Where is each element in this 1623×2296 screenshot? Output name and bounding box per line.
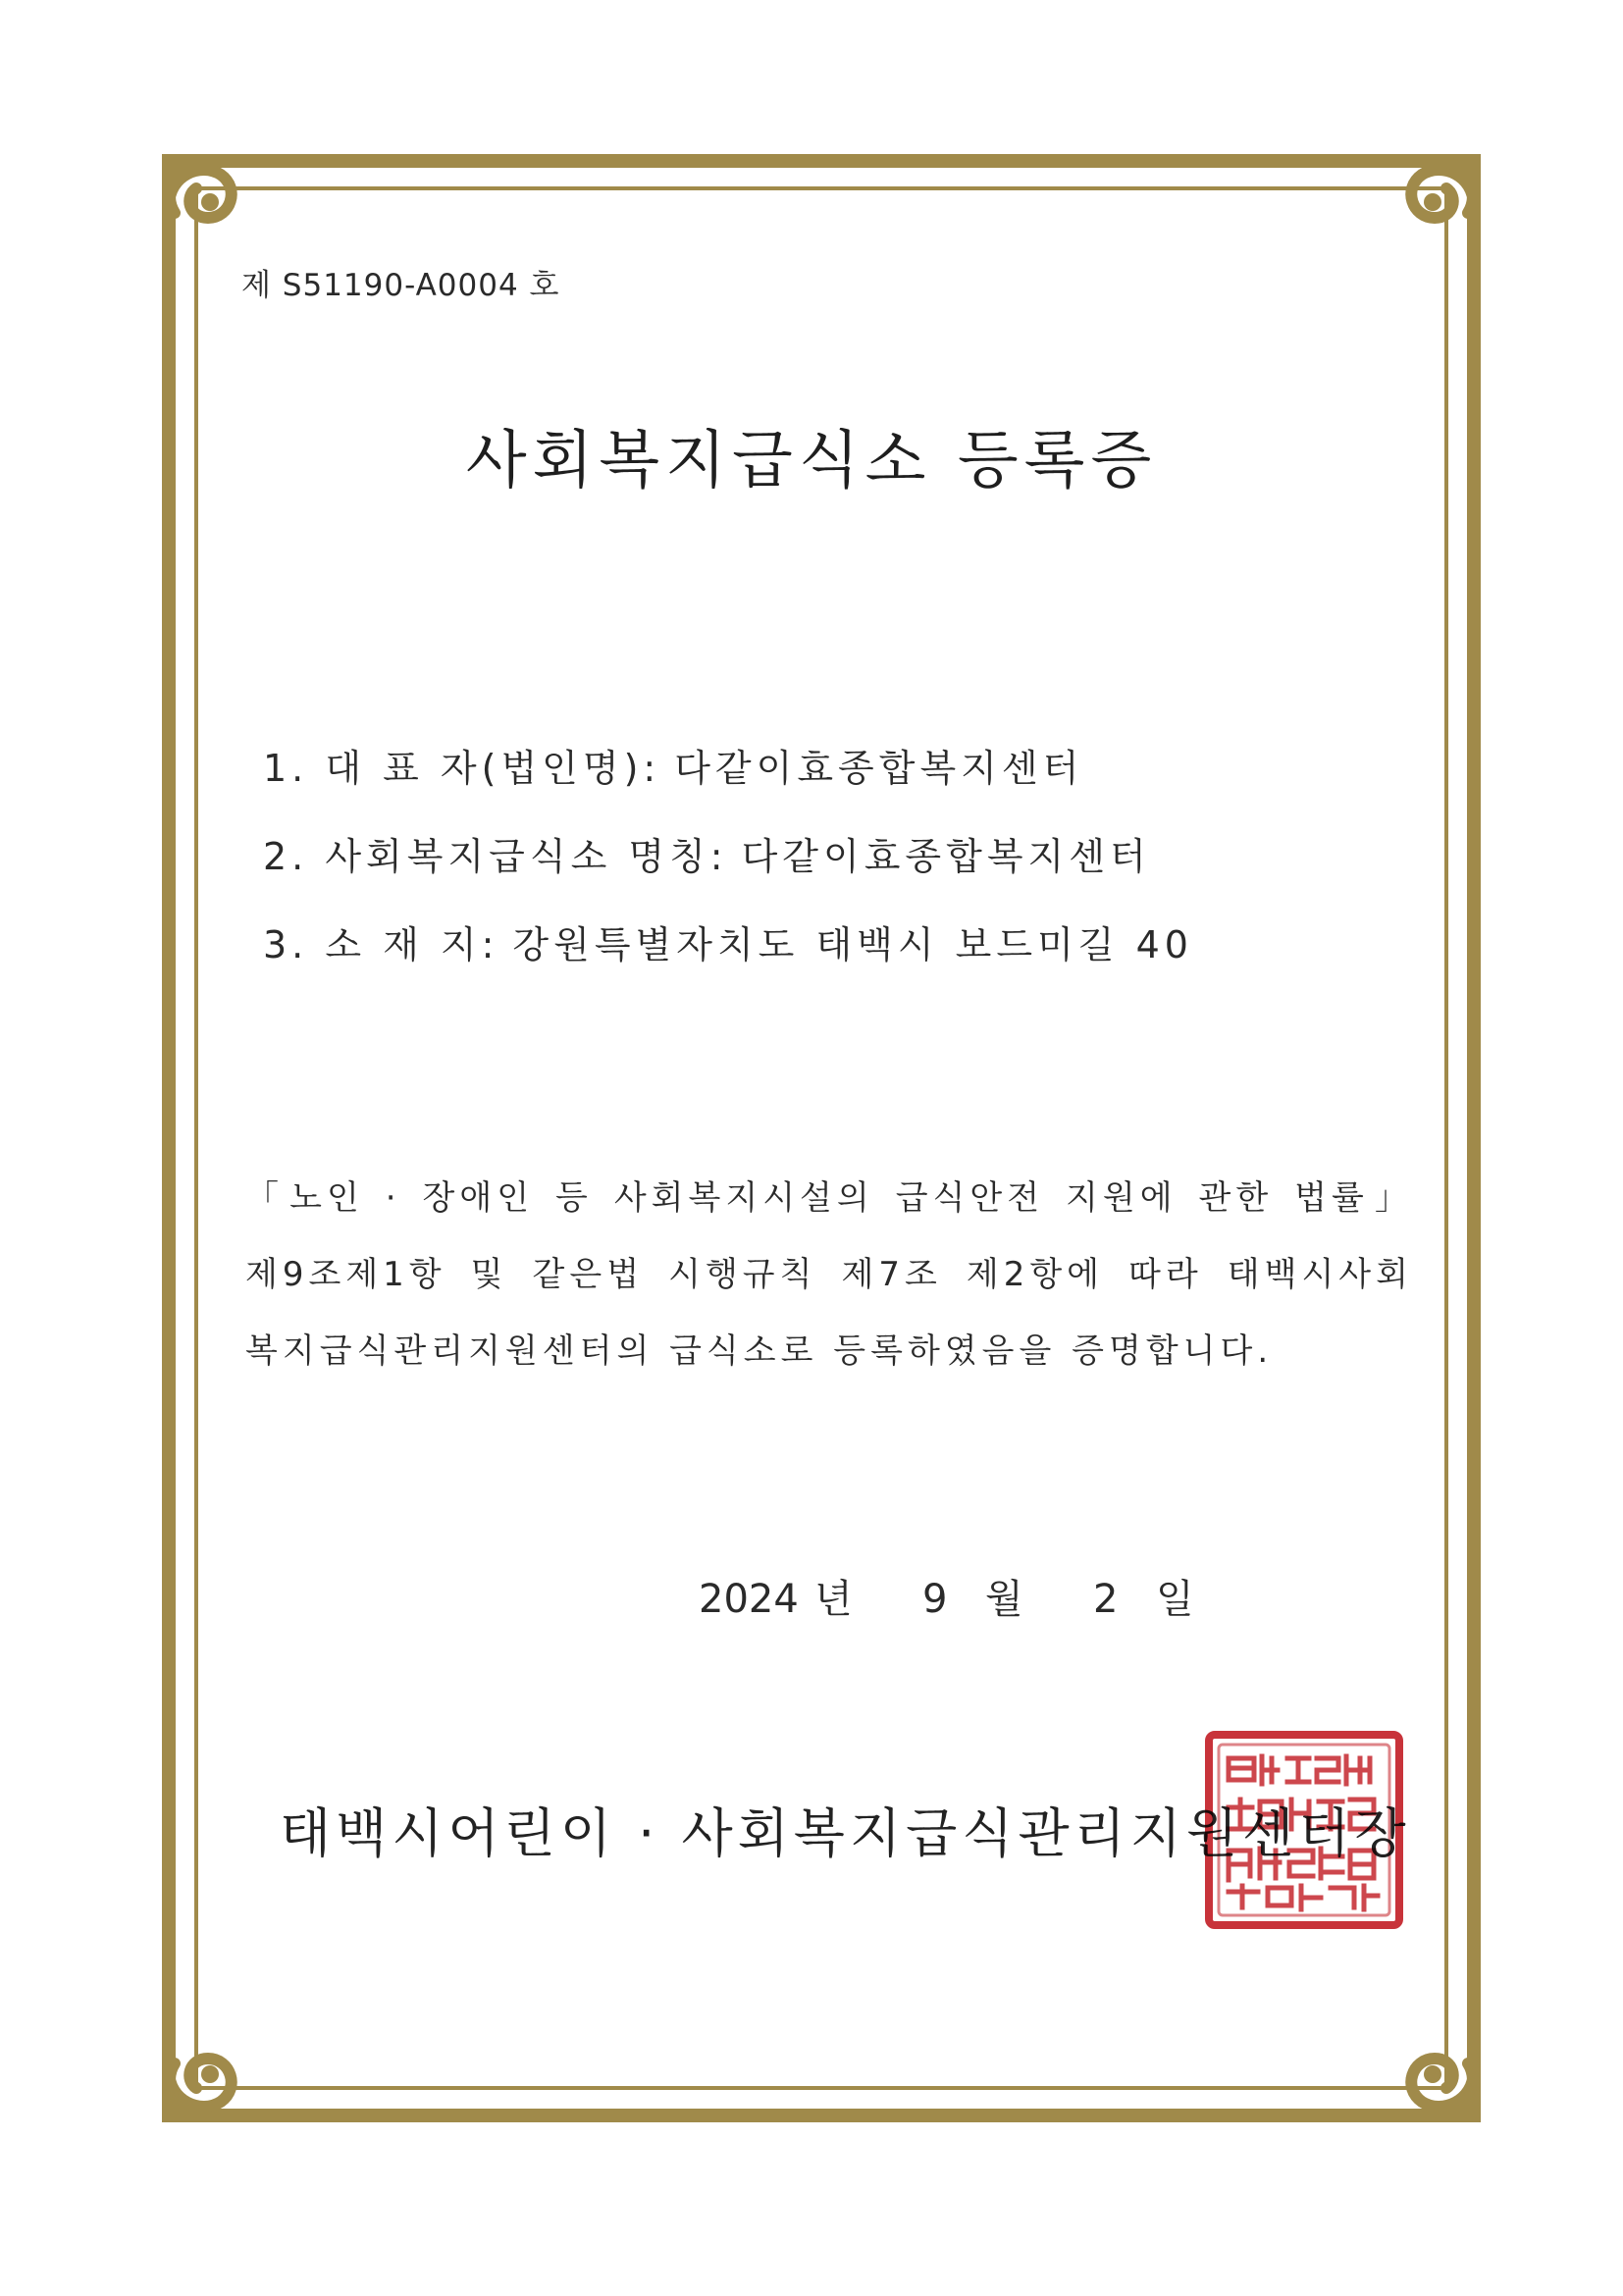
item-address (263, 914, 1193, 1003)
item-representative (263, 738, 1193, 826)
date-day-unit: 일 (1156, 1577, 1194, 1622)
date-year: 2024 (699, 1577, 799, 1622)
item-label: 3. 소 재 지: (263, 923, 499, 966)
item-facility-name (263, 826, 1193, 914)
item-value: 강원특별자치도 태백시 보드미길 40 (512, 923, 1193, 966)
statement-line: 복지급식관리지원센터의 급식소로 등록하였음을 증명합니다. (245, 1331, 1274, 1371)
item-value: 다같이효종합복지센터 (741, 835, 1151, 878)
date-year-unit: 년 (814, 1577, 853, 1622)
document-title: 사회복지급식소 등록증 (465, 425, 1158, 497)
issue-date (699, 1568, 1264, 1624)
issuer-name: 태백시어린이 · 사회복지급식관리지원센터장 (280, 1802, 1411, 1864)
certificate-number: 제 S51190-A0004 호 (241, 268, 560, 303)
item-label: 1. 대 표 자(법인명): (263, 747, 661, 790)
registration-items (263, 738, 1193, 1003)
certification-statement (245, 1160, 1413, 1389)
date-month: 9 (922, 1577, 948, 1622)
official-seal (1203, 1729, 1405, 1931)
date-day: 2 (1093, 1577, 1119, 1622)
statement-line: 제9조제1항 및 같은법 시행규칙 제7조 제2항에 따라 태백시사회 (245, 1255, 1413, 1294)
statement-line: 「노인 · 장애인 등 사회복지시설의 급식안전 지원에 관한 법률」 (245, 1178, 1413, 1218)
date-month-unit: 월 (985, 1577, 1023, 1622)
item-label: 2. 사회복지급식소 명칭: (263, 835, 728, 878)
item-value: 다같이효종합복지센터 (674, 747, 1084, 790)
